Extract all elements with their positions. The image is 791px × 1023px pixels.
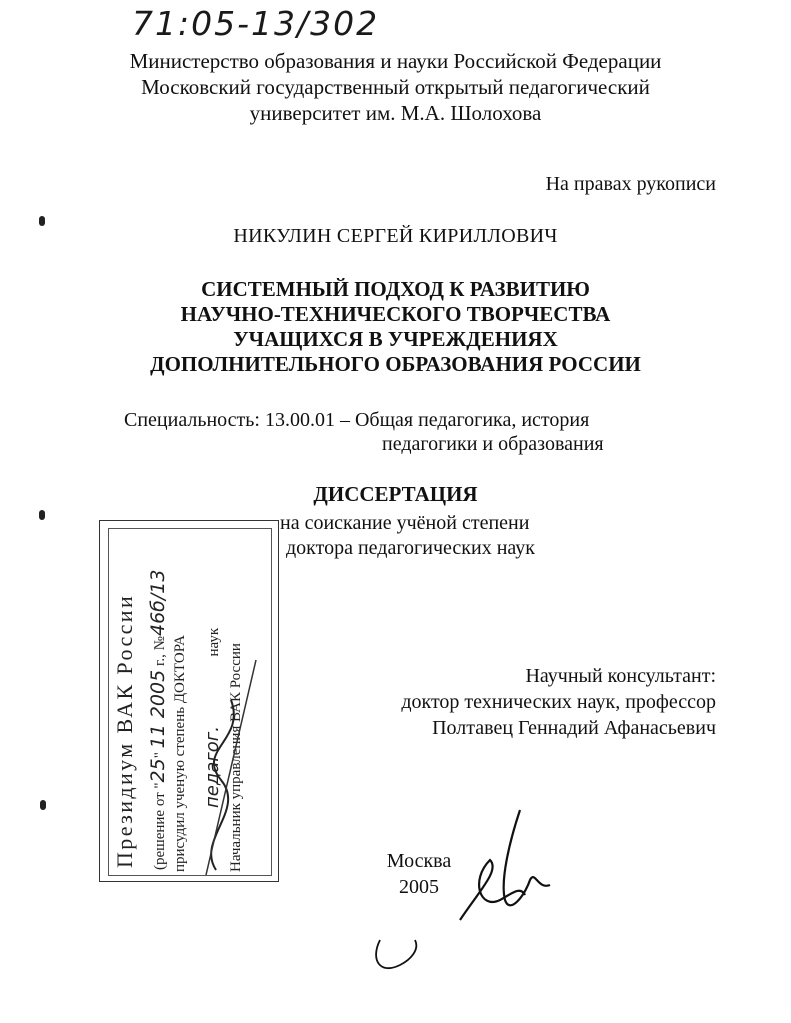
ministry-line: Министерство образования и науки Российской Федерации [129, 49, 662, 73]
specialty-line: Специальность: 13.00.01 – Общая педагогика, история [124, 409, 590, 431]
margin-mark [40, 800, 46, 810]
consultant-degree: доктор технических наук, профессор [401, 691, 716, 713]
title-line: ДОПОЛНИТЕЛЬНОГО ОБРАЗОВАНИЯ РОССИИ [150, 352, 641, 376]
dissertation-title [0, 277, 791, 377]
stamp-handwriting-date: 11 2005 [147, 669, 169, 749]
stamp-signature-stroke [211, 700, 234, 870]
scientific-consultant [401, 663, 716, 741]
margin-mark [39, 510, 45, 520]
manuscript-note: На правах рукописи [545, 173, 716, 195]
signature-stroke [460, 860, 525, 920]
title-line: УЧАЩИХСЯ В УЧРЕЖДЕНИЯХ [233, 327, 558, 351]
margin-mark [39, 216, 45, 226]
stamp-line: Президиум ВАК России [112, 593, 137, 868]
signature-stroke [376, 940, 416, 968]
city: Москва [386, 850, 452, 872]
year: 2005 [399, 876, 439, 898]
degree-line-cont: доктора педагогических наук [286, 537, 535, 559]
author-name: НИКУЛИН СЕРГЕЙ КИРИЛЛОВИЧ [233, 225, 558, 247]
author-signature [360, 800, 560, 990]
university-line: Московский государственный открытый педагогический [141, 75, 650, 99]
stamp-signature [176, 640, 276, 880]
ministry-header [0, 48, 791, 126]
specialty-line-cont: педагогики и образования [382, 433, 604, 455]
title-line: СИСТЕМНЫЙ ПОДХОД К РАЗВИТИЮ [201, 277, 590, 301]
university-name-line: университет им. М.А. Шолохова [249, 101, 542, 125]
stamp-line: Начальник управления ВАК России [228, 643, 244, 872]
degree-line: на соискание учёной степени [280, 512, 530, 534]
stamp-text: " [152, 748, 168, 759]
stamp-handwriting-number: 46б/13 [147, 569, 169, 637]
consultant-label: Научный консультант: [525, 665, 716, 687]
title-line: НАУЧНО-ТЕХНИЧЕСКОГО ТВОРЧЕСТВА [180, 302, 611, 326]
consultant-name: Полтавец Геннадий Афанасьевич [432, 717, 716, 739]
stamp-handwriting-field: педагог. [202, 726, 223, 808]
stamp-handwriting-day: 25 [147, 758, 169, 783]
signature-stroke [504, 810, 550, 905]
archive-number: 71:05-13/302 [132, 4, 380, 43]
work-type: ДИССЕРТАЦИЯ [313, 482, 478, 506]
stamp-text: наук [206, 627, 222, 657]
stamp-line: присудил ученую степень ДОКТОРА [172, 635, 188, 872]
stamp-text: г., № [152, 636, 168, 670]
stamp-text: (решение от " [152, 782, 168, 870]
stamp-line [147, 570, 169, 870]
